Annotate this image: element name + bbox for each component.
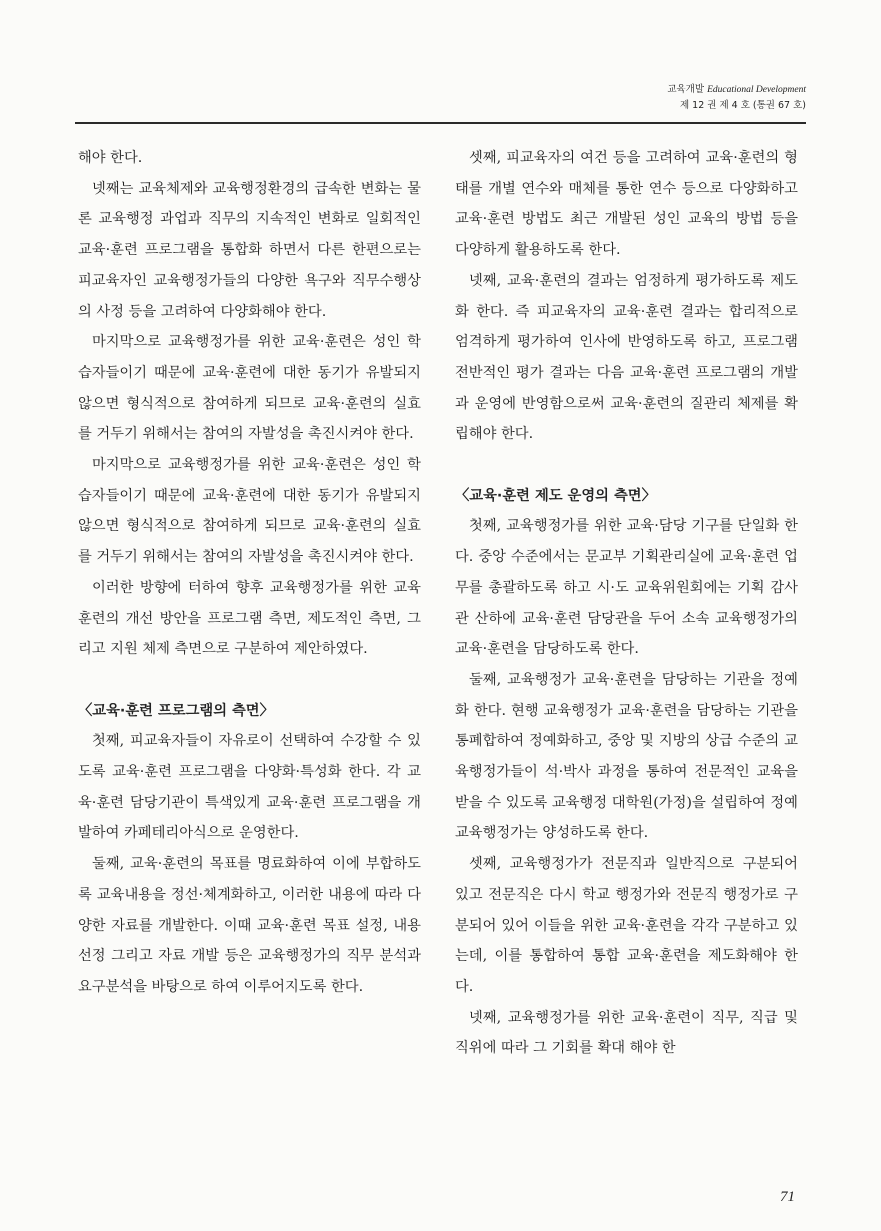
section-gap [78, 665, 421, 696]
section-heading: 〈교육·훈련 프로그램의 측면〉 [78, 702, 274, 719]
journal-title [667, 82, 806, 98]
paragraph: 첫째, 교육행정가를 위한 교육·담당 기구를 단일화 한다. 중앙 수준에서는 문교부 기획관리실에 교육·훈련 업무를 총괄하도록 하고 시·도 교육위원회에는 기획 감사관 산하에 교육·훈련 담당관을 두어 소속 교육행정가의 교육·훈련을 담당하도록 한다. [455, 518, 798, 658]
paragraph: 둘째, 교육·훈련의 목표를 명료화하여 이에 부합하도록 교육내용을 정선·체계화하고, 이러한 내용에 따라 다양한 자료를 개발한다. 이때 교육·훈련 목표 설정, 내용 선정 그리고 자료 개발 등은 교육행정가의 직무 분석과 요구분석을 바탕으로 하여 이루어지도록 한다. [78, 856, 421, 995]
section-gap [455, 450, 798, 481]
section-heading: 〈교육·훈련 제도 운영의 측면〉 [455, 487, 656, 504]
paragraph: 넷째, 교육·훈련의 결과는 엄정하게 평가하도록 제도화 한다. 즉 피교육자의 교육·훈련 결과는 합리적으로 엄격하게 평가하여 인사에 반영하도록 하고, 프로그램 전반적인 평가 결과는 다음 교육·훈련 프로그램의 개발과 운영에 반영함으로써 교육·훈련의 질관리 체제를 확립해야 한다. [455, 272, 798, 443]
header-rule [75, 122, 806, 124]
issue-info: 제 12 권 제 4 호 (통권 67 호) [679, 100, 806, 111]
paragraph: 첫째, 피교육자들이 자유로이 선택하여 수강할 수 있도록 교육·훈련 프로그램을 다양화·특성화 한다. 각 교육·훈련 담당기관이 특색있게 교육·훈련 프로그램을 개발하여 카페테리아식으로 운영한다. [78, 733, 421, 842]
running-header [667, 82, 806, 113]
paragraph: 넷째, 교육행정가를 위한 교육·훈련이 직무, 직급 및 직위에 따라 그 기회를 확대 해야 한 [455, 1009, 798, 1057]
paragraph: 둘째, 교육행정가 교육·훈련을 담당하는 기관을 정예화 한다. 현행 교육행정가 교육·훈련을 담당하는 기관을 통폐합하여 정예화하고, 중앙 및 지방의 상급 수준의 교육행정가들이 석·박사 과정을 통하여 전문적인 교육을 받을 수 있도록 교육행정 대학원(가정)을 설립하여 정예 교육행정가는 양성하도록 한다. [455, 671, 798, 842]
page-number: 71 [780, 1189, 795, 1205]
paragraph: 마지막으로 교육행정가를 위한 교육·훈련은 성인 학습자들이기 때문에 교육·훈련에 대한 동기가 유발되지 않으면 형식적으로 참여하게 되므로 교육·훈련의 실효를 거두기 위해서는 참여의 자발성을 촉진시켜야 한다. [78, 457, 421, 566]
paragraph: 해야 한다. [78, 150, 143, 166]
paragraph: 셋째, 피교육자의 여건 등을 고려하여 교육·훈련의 형태를 개별 연수와 매체를 통한 연수 등으로 다양화하고 교육·훈련 방법도 최근 개발된 성인 교육의 방법 등을 다양하게 활용하도록 한다. [455, 150, 798, 259]
paragraph: 넷째는 교육체제와 교육행정환경의 급속한 변화는 물론 교육행정 과업과 직무의 지속적인 변화로 일회적인 교육·훈련 프로그램을 통합화 하면서 다른 한편으로는 피교육자인 교육행정가들의 다양한 욕구와 직무수행상의 사정 등을 고려하여 다양화해야 한다. [78, 180, 421, 320]
journal-title-en: Educational Development [707, 85, 806, 95]
journal-title-kr: 교육개발 [667, 84, 705, 95]
paragraph: 마지막으로 교육행정가를 위한 교육·훈련은 성인 학습자들이기 때문에 교육·훈련에 대한 동기가 유발되지 않으면 형식적으로 참여하게 되므로 교육·훈련의 실효를 거두기 위해서는 참여의 자발성을 촉진시켜야 한다. [78, 334, 421, 443]
paragraph: 이러한 방향에 터하여 향후 교육행정가를 위한 교육 훈련의 개선 방안을 프로그램 측면, 제도적인 측면, 그리고 지원 체제 측면으로 구분하여 제안하였다. [78, 579, 421, 658]
paragraph: 셋째, 교육행정가가 전문직과 일반직으로 구분되어 있고 전문직은 다시 학교 행정가와 전문직 행정가로 구분되어 있어 이들을 위한 교육·훈련을 각각 구분하고 있는데, 이를 통합하여 통합 교육·훈련을 제도화해야 한다. [455, 856, 798, 995]
right-column [455, 143, 798, 1064]
left-column [78, 143, 421, 1003]
